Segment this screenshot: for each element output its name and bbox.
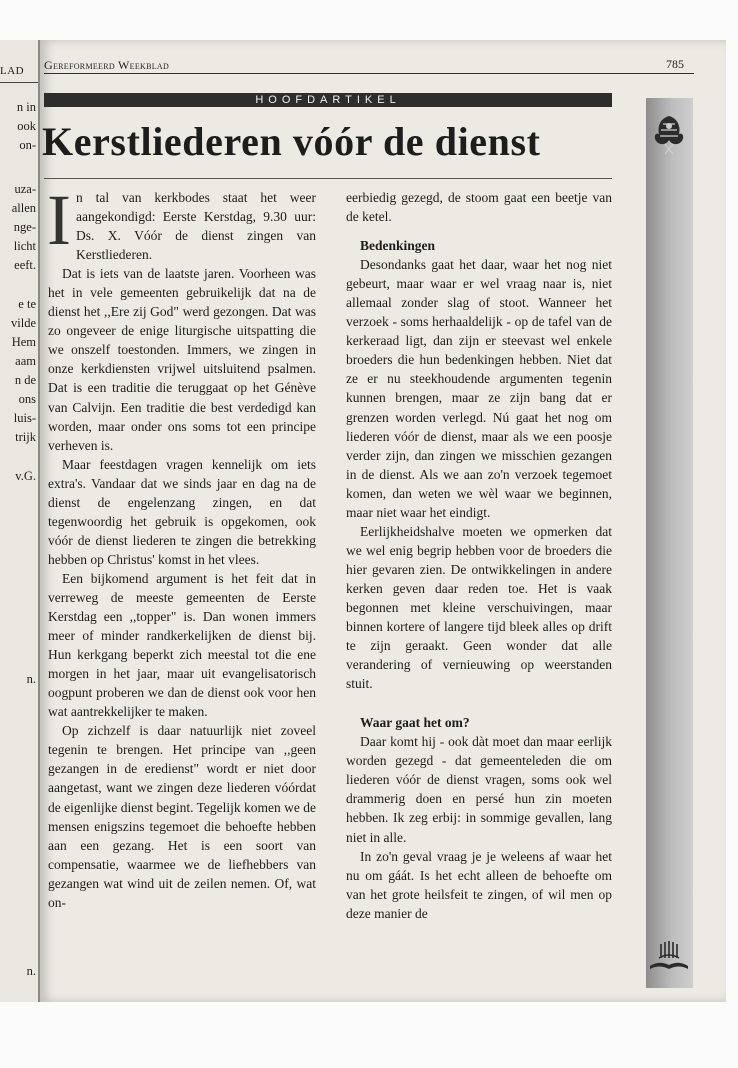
paragraph: Dat is iets van de laatste jaren. Voorheen was het in vele gemeenten gebruikelijk dat na de dienst het ,,Ere zij God" werd gezongen. Dat was zo ongeveer de enige liturgische uitspatting die we onszelf toestonden. Immers, we zingen in onze kerkdiensten vrijwel uitsluitend psalmen. Dat is een traditie die teruggaat op het Génève van Calvijn. Een traditie die best verdedigd kan worden, maar onder ons soms tot een principe verheven is.	[48, 266, 316, 453]
running-head: Gereformeerd Weekblad	[44, 58, 170, 72]
left-fragment: ons	[18, 392, 36, 406]
article-column-2	[346, 188, 612, 923]
paragraph: Maar feestdagen vragen kennelijk om iets extra's. Vandaar dat we sinds jaar en dag na de dienst de engelenzang zingen, en dat tegenwoordig het gebruik is opgekomen, ook vóór de dienst liederen te zingen die betrekking hebben op Christus' komst in het vlees.	[48, 456, 316, 567]
paragraph: In zo'n geval vraag je je weleens af waar het nu om gáát. Is het echt alleen de behoefte om van het grote heilsfeit te zingen, of wil men op deze manier de	[346, 848, 612, 921]
candles-book-icon	[648, 938, 690, 974]
article-title: Kerstliederen vóór de dienst	[42, 119, 541, 164]
left-page-running-head: LAD	[0, 65, 25, 77]
left-fragment: allen	[11, 201, 36, 215]
left-fragment: n de	[14, 373, 36, 387]
paragraph: Daar komt hij - ook dàt moet dan maar eerlijk worden gezegd - dat gemeenteleden die om liederen vóór de dienst vragen, soms ook wel drammerig doen en persé hun zin moeten hebben. Ik zeg erbij: in sommige gevallen, lang niet in alle.	[346, 734, 612, 845]
drop-cap: I	[47, 180, 71, 260]
page-number: 785	[666, 57, 684, 71]
left-fragment: v.G.	[15, 469, 36, 483]
title-rule	[44, 178, 612, 179]
left-fragment: nge-	[13, 220, 36, 234]
left-fragment: luis-	[13, 411, 36, 425]
paragraph: eerbiedig gezegd, de stoom gaat een beetje van de ketel.	[346, 190, 612, 225]
left-page-rule	[0, 82, 38, 83]
left-fragment: trijk	[15, 430, 36, 444]
angel-illustration-icon	[651, 112, 687, 158]
left-fragment: n in	[16, 100, 36, 114]
paragraph: Eerlijkheidshalve moeten we opmerken dat we wel enig begrip hebben voor de broeders die hier gevaren zien. De ontwikkelingen in andere kerken geven daar reden toe. Het is vaak begonnen met kleine verschuivingen, maar binnen kortere of langere tijd bleek alles op drift te zijn geraakt. Geen wonder dat alle verandering of vernieuwing op weerstanden stuit.	[346, 523, 612, 692]
left-fragment: e te	[18, 297, 36, 311]
left-fragment: aam	[15, 354, 36, 368]
left-fragment: ook	[17, 119, 36, 133]
left-fragment: Hem	[11, 335, 36, 349]
opening-text: n tal van kerkbodes staat het weer aangekondigd: Eerste Kerstdag, 9.30 uur: Ds. X. Vóór de dienst zingen van Kerstliederen.	[75, 190, 316, 263]
left-fragment: licht	[13, 239, 36, 253]
left-fragment: eeft.	[14, 258, 36, 272]
paragraph: Op zichzelf is daar natuurlijk niet zoveel tegenin te brengen. Het principe van ,,geen gezangen in de eredienst" wordt er niet door aangetast, want we zingen deze liederen vóórdat de eigenlijke dienst begint. Tegelijk komen we de mensen enigszins tegemoet die behoefte hebben aan een gezang. Het is een soort van compensatie, waarmee we de liefhebbers van gezangen wat wind uit de zeilen nemen. Of, wat on-	[48, 723, 316, 910]
section-label: HOOFDARTIKEL	[44, 93, 612, 107]
paragraph: Een bijkomend argument is het feit dat in verreweg de meeste gemeenten de Eerste Kerstdag een ,,topper" is. Dan wonen immers meer of minder randkerkelijken de dienst bij. Hun kerkgang beperkt zich meestal tot die ene morgen in het jaar, maar uit evangelisatorisch oogpunt proberen we dan de dienst ook voor hen wat aantrekkelijker te maken.	[48, 570, 316, 720]
left-fragment: n.	[26, 672, 36, 686]
decorative-side-band	[646, 98, 693, 988]
left-fragment: uza-	[14, 182, 36, 196]
left-fragment: vilde	[11, 316, 36, 330]
paragraph: Desondanks gaat het daar, waar het nog niet gebeurt, maar waar er wel vraag naar is, niet allemaal zonder slag of stoot. Wanneer het verzoek - soms herhaaldelijk - op de tafel van de kerkeraad ligt, dan zijn er steevast wel enkele broeders die hun bedenkingen hebben. Niet dat ze er nu steekhoudende argumenten tegenin kunnen brengen, maar ze zijn bang dat er grenzen worden verlegd. Nú gaat het nog om liederen vóór de dienst, maar als we een poosje verder zijn, dan zingen we misschien gezangen in de dienst. Als we aan zo'n verzoek tegemoet komen, dan weten we wèl waar we beginnen, maar niet waar het eindigt.	[346, 257, 612, 520]
subheading-bedenkingen: Bedenkingen	[360, 238, 436, 254]
opening-paragraph	[47, 180, 316, 264]
subheading-waar-gaat-het-om: Waar gaat het om?	[360, 715, 470, 731]
header-rule	[44, 73, 694, 74]
article-column-1	[47, 180, 316, 912]
previous-page-edge	[0, 40, 40, 1002]
left-fragment: n.	[26, 964, 36, 978]
left-fragment: on-	[19, 138, 36, 152]
